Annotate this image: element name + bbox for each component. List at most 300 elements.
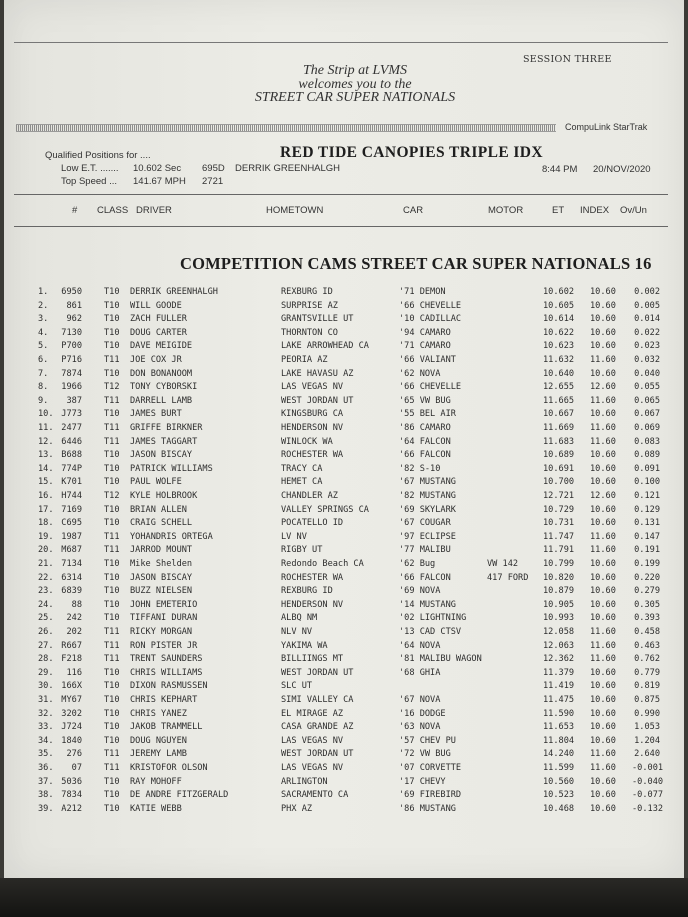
cell-car-number: 962 (66, 314, 82, 325)
cell-index: 10.60 (590, 314, 616, 325)
cell-elapsed-time: 11.683 (543, 436, 575, 447)
cell-over-under: 0.220 (634, 572, 660, 583)
cell-index: 10.60 (590, 518, 616, 529)
cell-index: 10.60 (590, 341, 616, 352)
cell-hometown: GRANTSVILLE UT (281, 314, 354, 325)
cell-class: T11 (104, 423, 120, 433)
cell-index: 10.60 (590, 450, 616, 461)
cell-driver-name: YOHANDRIS ORTEGA (130, 531, 213, 542)
cell-hometown: WEST JORDAN UT (281, 667, 354, 678)
cell-car-model: '17 CHEVY (399, 776, 446, 787)
cell-car-number: 1840 (61, 735, 82, 746)
cell-position: 18. (38, 518, 54, 529)
col-header-num: # (72, 205, 78, 216)
cell-index: 10.60 (590, 409, 616, 420)
col-header-ovun: Ov/Un (620, 205, 647, 216)
cell-index: 10.60 (590, 368, 616, 379)
cell-position: 6. (38, 355, 49, 365)
cell-elapsed-time: 11.653 (543, 722, 575, 733)
cell-driver-name: DERRIK GREENHALGH (130, 287, 218, 297)
cell-over-under: -0.001 (632, 763, 664, 773)
cell-car-number: MY67 (61, 695, 82, 705)
cell-car-model: '62 Bug (399, 559, 436, 569)
cell-over-under: -0.132 (632, 803, 664, 814)
cell-driver-name: RICKY MORGAN (130, 627, 193, 637)
cell-class: T11 (104, 749, 120, 760)
cell-elapsed-time: 10.691 (543, 463, 575, 474)
cell-class: T11 (104, 654, 120, 665)
col-header-hometown: HOMETOWN (266, 205, 324, 216)
cell-index: 10.60 (590, 695, 616, 705)
cell-over-under: 0.002 (634, 287, 660, 297)
cell-driver-name: JASON BISCAY (130, 572, 193, 583)
cell-driver-name: DON BONANOOM (130, 368, 193, 379)
cell-car-number: P700 (61, 341, 82, 352)
cell-car-model: '67 MUSTANG (399, 477, 456, 488)
cell-hometown: REXBURG ID (281, 287, 333, 297)
cell-hometown: ARLINGTON (281, 776, 328, 787)
cell-class: T11 (104, 545, 120, 556)
cell-driver-name: DOUG CARTER (130, 327, 187, 338)
cell-car-model: '86 MUSTANG (399, 803, 456, 814)
cell-elapsed-time: 11.747 (543, 531, 575, 542)
cell-driver-name: CHRIS YANEZ (130, 708, 187, 719)
cell-car-model: '94 CAMARO (399, 327, 451, 338)
cell-car-model: '67 COUGAR (399, 518, 451, 529)
cell-position: 2. (38, 300, 49, 311)
cell-elapsed-time: 10.640 (543, 368, 575, 379)
cell-class: T10 (104, 586, 120, 597)
cell-car-number: K701 (61, 477, 82, 488)
cell-car-number: 7834 (61, 790, 82, 801)
cell-car-model: '97 ECLIPSE (399, 531, 456, 542)
section-title: COMPETITION CAMS STREET CAR SUPER NATIONALS 16 (180, 254, 652, 273)
cell-hometown: WEST JORDAN UT (281, 749, 354, 760)
cell-driver-name: JEREMY LAMB (130, 749, 187, 760)
cell-position: 3. (38, 314, 49, 325)
cell-elapsed-time: 10.468 (543, 803, 575, 814)
cell-car-number: 3202 (61, 708, 82, 719)
cell-car-model: '66 VALIANT (399, 355, 456, 365)
cell-hometown: LAS VEGAS NV (281, 763, 344, 773)
cell-elapsed-time: 10.614 (543, 314, 575, 325)
cell-class: T10 (104, 613, 120, 624)
cell-driver-name: DE ANDRE FITZGERALD (130, 790, 229, 801)
cell-car-number: 2477 (61, 423, 82, 433)
cell-position: 19. (38, 531, 54, 542)
cell-position: 21. (38, 559, 54, 569)
cell-car-number: J724 (61, 722, 82, 733)
cell-elapsed-time: 10.623 (543, 341, 575, 352)
cell-position: 7. (38, 368, 49, 379)
cell-index: 10.60 (590, 681, 616, 692)
cell-driver-name: JASON BISCAY (130, 450, 193, 461)
cell-position: 14. (38, 463, 54, 474)
cell-index: 11.60 (590, 763, 616, 773)
cell-car-number: F218 (61, 654, 82, 665)
cell-position: 34. (38, 735, 54, 746)
cell-index: 11.60 (590, 395, 616, 406)
welcome-line-2: welcomes you to the (298, 76, 412, 92)
cell-over-under: 0.305 (634, 599, 660, 610)
cell-position: 39. (38, 803, 54, 814)
cell-index: 11.60 (590, 423, 616, 433)
cell-driver-name: BUZZ NIELSEN (130, 586, 193, 597)
cell-car-model: '69 NOVA (399, 586, 441, 597)
cell-position: 17. (38, 504, 54, 515)
cell-hometown: THORNTON CO (281, 327, 338, 338)
cell-over-under: 0.055 (634, 382, 660, 393)
cell-elapsed-time: 10.700 (543, 477, 575, 488)
cell-car-number: 88 (71, 599, 82, 610)
cell-index: 11.60 (590, 355, 616, 365)
cell-class: T10 (104, 599, 120, 610)
cell-elapsed-time: 10.622 (543, 327, 575, 338)
cell-car-model: '68 GHIA (399, 667, 441, 678)
cell-over-under: 0.091 (634, 463, 660, 474)
cell-index: 10.60 (590, 572, 616, 583)
cell-over-under: 0.199 (634, 559, 660, 569)
col-header-et: ET (552, 205, 565, 216)
cell-driver-name: KYLE HOLBROOK (130, 491, 198, 501)
cell-hometown: YAKIMA WA (281, 640, 328, 651)
cell-over-under: 0.129 (634, 504, 660, 515)
cell-position: 1. (38, 287, 49, 297)
cell-over-under: 0.065 (634, 395, 660, 406)
cell-elapsed-time: 11.665 (543, 395, 575, 406)
cell-elapsed-time: 10.879 (543, 586, 575, 597)
cell-car-number: 242 (66, 613, 82, 624)
cell-car-number: 7169 (61, 504, 82, 515)
low-et-value: 10.602 Sec (133, 163, 182, 174)
cell-elapsed-time: 10.523 (543, 790, 575, 801)
cell-driver-name: GRIFFE BIRKNER (130, 423, 203, 433)
cell-index: 10.60 (590, 599, 616, 610)
cell-hometown: WINLOCK WA (281, 436, 333, 447)
cell-index: 10.60 (590, 803, 616, 814)
cell-elapsed-time: 11.590 (543, 708, 575, 719)
cell-hometown: LV NV (281, 531, 307, 542)
cell-elapsed-time: 10.689 (543, 450, 575, 461)
cell-driver-name: Mike Shelden (130, 559, 193, 569)
cell-driver-name: DOUG NGUYEN (130, 735, 187, 746)
cell-index: 10.60 (590, 790, 616, 801)
cell-hometown: BILLIINGS MT (281, 654, 344, 665)
cell-car-model: '77 MALIBU (399, 545, 451, 556)
cell-position: 38. (38, 790, 54, 801)
cell-index: 10.60 (590, 463, 616, 474)
cell-car-model: '71 DEMON (399, 287, 446, 297)
cell-car-number: 774P (61, 463, 82, 474)
cell-position: 13. (38, 450, 54, 461)
cell-car-number: 6446 (61, 436, 82, 447)
header-rule-bottom (14, 226, 668, 227)
cell-car-number: H744 (61, 491, 82, 501)
col-header-class: CLASS (97, 205, 129, 216)
cell-class: T10 (104, 681, 120, 692)
cell-class: T10 (104, 667, 120, 678)
cell-car-model: '65 VW BUG (399, 395, 451, 406)
cell-hometown: POCATELLO ID (281, 518, 344, 529)
cell-car-model: '10 CADILLAC (399, 314, 462, 325)
cell-car-number: A212 (61, 803, 82, 814)
cell-car-number: 7134 (61, 559, 82, 569)
cell-elapsed-time: 11.419 (543, 681, 575, 692)
cell-hometown: Redondo Beach CA (281, 559, 364, 569)
cell-driver-name: DARRELL LAMB (130, 395, 193, 406)
cell-class: T10 (104, 477, 120, 488)
cell-index: 10.60 (590, 667, 616, 678)
top-speed-label: Top Speed ... (61, 176, 117, 187)
cell-class: T10 (104, 341, 120, 352)
cell-class: T10 (104, 300, 120, 311)
cell-class: T10 (104, 803, 120, 814)
cell-car-number: 276 (66, 749, 82, 760)
cell-hometown: NLV NV (281, 627, 313, 637)
cell-car-model: '72 VW BUG (399, 749, 451, 760)
header-rule-top (14, 194, 668, 195)
cell-index: 10.60 (590, 613, 616, 624)
cell-driver-name: WILL GOODE (130, 300, 182, 311)
cell-index: 11.60 (590, 640, 616, 651)
top-speed-value: 141.67 MPH (133, 176, 186, 187)
print-date: 20/NOV/2020 (593, 164, 651, 175)
cell-hometown: LAS VEGAS NV (281, 382, 344, 393)
low-et-car: 695D (202, 163, 225, 174)
cell-elapsed-time: 11.669 (543, 423, 575, 433)
cell-car-model: '69 FIREBIRD (399, 790, 462, 801)
cell-driver-name: CHRIS KEPHART (130, 695, 198, 705)
cell-position: 35. (38, 749, 54, 760)
cell-hometown: RIGBY UT (281, 545, 323, 556)
cell-driver-name: BRIAN ALLEN (130, 504, 187, 515)
cell-hometown: TRACY CA (281, 463, 323, 474)
cell-position: 24. (38, 599, 54, 610)
cell-car-model: '07 CORVETTE (399, 763, 462, 773)
cell-position: 20. (38, 545, 54, 556)
qualified-label: Qualified Positions for .... (45, 150, 151, 161)
cell-index: 10.60 (590, 735, 616, 746)
cell-hometown: SLC UT (281, 681, 313, 692)
cell-car-number: 861 (66, 300, 82, 311)
cell-driver-name: JOHN EMETERIO (130, 599, 198, 610)
cell-car-model: '55 BEL AIR (399, 409, 456, 420)
cell-class: T10 (104, 790, 120, 801)
cell-hometown: KINGSBURG CA (281, 409, 344, 420)
cell-car-number: 202 (66, 627, 82, 637)
cell-over-under: 0.023 (634, 341, 660, 352)
cell-index: 11.60 (590, 436, 616, 447)
cell-car-number: R667 (61, 640, 82, 651)
cell-position: 5. (38, 341, 49, 352)
cell-over-under: 0.040 (634, 368, 660, 379)
cell-car-model: '69 SKYLARK (399, 504, 456, 515)
cell-class: T10 (104, 314, 120, 325)
cell-elapsed-time: 10.731 (543, 518, 575, 529)
cell-over-under: 0.279 (634, 586, 660, 597)
cell-hometown: LAKE ARROWHEAD CA (281, 341, 369, 352)
cell-driver-name: DAVE MEIGIDE (130, 341, 193, 352)
cell-driver-name: PAUL WOLFE (130, 477, 182, 488)
cell-elapsed-time: 11.791 (543, 545, 575, 556)
cell-elapsed-time: 12.655 (543, 382, 575, 393)
cell-driver-name: JAMES TAGGART (130, 436, 198, 447)
cell-car-model: '62 NOVA (399, 368, 441, 379)
cell-over-under: 0.147 (634, 531, 660, 542)
col-header-motor: MOTOR (488, 205, 524, 216)
cell-position: 30. (38, 681, 54, 692)
cell-class: T10 (104, 518, 120, 529)
cell-hometown: WEST JORDAN UT (281, 395, 354, 406)
cell-elapsed-time: 10.799 (543, 559, 575, 569)
cell-over-under: 0.393 (634, 613, 660, 624)
cell-hometown: LAS VEGAS NV (281, 735, 344, 746)
cell-car-model: '64 FALCON (399, 436, 451, 447)
cell-car-number: M687 (61, 545, 82, 556)
dotted-divider (16, 124, 556, 132)
cell-car-number: J773 (61, 409, 82, 420)
cell-class: T10 (104, 559, 120, 569)
cell-class: T12 (104, 491, 120, 501)
col-header-driver: DRIVER (136, 205, 172, 216)
col-header-index: INDEX (580, 205, 610, 216)
cell-elapsed-time: 10.667 (543, 409, 575, 420)
cell-over-under: 1.204 (634, 735, 660, 746)
cell-car-model: '71 CAMARO (399, 341, 451, 352)
cell-driver-name: KATIE WEBB (130, 803, 182, 814)
cell-class: T11 (104, 627, 120, 637)
cell-hometown: HENDERSON NV (281, 599, 344, 610)
cell-car-model: '66 FALCON (399, 572, 451, 583)
cell-class: T10 (104, 409, 120, 420)
cell-position: 10. (38, 409, 54, 420)
cell-elapsed-time: 10.602 (543, 287, 575, 297)
cell-position: 26. (38, 627, 54, 637)
cell-hometown: SACRAMENTO CA (281, 790, 349, 801)
cell-driver-name: CHRIS WILLIAMS (130, 667, 203, 678)
cell-position: 8. (38, 382, 49, 393)
cell-elapsed-time: 10.605 (543, 300, 575, 311)
cell-elapsed-time: 11.632 (543, 355, 575, 365)
cell-car-model: '81 MALIBU WAGON (399, 654, 482, 665)
welcome-text (0, 64, 688, 105)
cell-car-model: '66 CHEVELLE (399, 382, 462, 393)
cell-hometown: HENDERSON NV (281, 423, 344, 433)
cell-class: T11 (104, 395, 120, 406)
low-et-driver: DERRIK GREENHALGH (235, 163, 341, 174)
cell-elapsed-time: 11.599 (543, 763, 575, 773)
cell-hometown: LAKE HAVASU AZ (281, 368, 354, 379)
cell-car-number: P716 (61, 355, 82, 365)
cell-car-model: '82 MUSTANG (399, 491, 456, 501)
cell-hometown: ROCHESTER WA (281, 450, 344, 461)
cell-over-under: 0.121 (634, 491, 660, 501)
cell-over-under: -0.077 (632, 790, 664, 801)
cell-car-model: '14 MUSTANG (399, 599, 456, 610)
cell-hometown: REXBURG ID (281, 586, 333, 597)
table-surface (0, 878, 688, 917)
cell-elapsed-time: 11.379 (543, 667, 575, 678)
cell-hometown: PHX AZ (281, 803, 313, 814)
col-header-car: CAR (403, 205, 424, 216)
cell-position: 11. (38, 423, 54, 433)
cell-index: 10.60 (590, 477, 616, 488)
cell-index: 12.60 (590, 491, 616, 501)
cell-index: 10.60 (590, 722, 616, 733)
cell-class: T10 (104, 287, 120, 297)
cell-index: 10.60 (590, 586, 616, 597)
cell-index: 10.60 (590, 504, 616, 515)
cell-driver-name: JOE COX JR (130, 355, 182, 365)
cell-elapsed-time: 14.240 (543, 749, 575, 760)
cell-over-under: 0.014 (634, 314, 660, 325)
cell-driver-name: PATRICK WILLIAMS (130, 463, 213, 474)
cell-class: T10 (104, 722, 120, 733)
cell-hometown: SURPRISE AZ (281, 300, 338, 311)
cell-position: 37. (38, 776, 54, 787)
cell-car-number: 07 (71, 763, 82, 773)
cell-position: 28. (38, 654, 54, 665)
cell-class: T10 (104, 695, 120, 705)
cell-position: 31. (38, 695, 54, 705)
cell-car-model: '13 CAD CTSV (399, 627, 462, 637)
cell-position: 16. (38, 491, 54, 501)
cell-class: T10 (104, 735, 120, 746)
cell-elapsed-time: 10.905 (543, 599, 575, 610)
cell-car-number: 6314 (61, 572, 82, 583)
cell-car-model: '66 FALCON (399, 450, 451, 461)
top-speed-car: 2721 (202, 176, 224, 187)
welcome-line-3: STREET CAR SUPER NATIONALS (254, 90, 456, 105)
cell-car-number: 1966 (61, 382, 82, 393)
cell-index: 11.60 (590, 531, 616, 542)
cell-index: 10.60 (590, 287, 616, 297)
cell-position: 12. (38, 436, 54, 447)
cell-elapsed-time: 12.058 (543, 627, 575, 637)
cell-over-under: 0.990 (634, 708, 660, 719)
cell-index: 10.60 (590, 776, 616, 787)
cell-hometown: CASA GRANDE AZ (281, 722, 354, 733)
cell-car-model: '82 S-10 (399, 463, 441, 474)
cell-index: 11.60 (590, 654, 616, 665)
cell-position: 9. (38, 395, 49, 406)
cell-over-under: 0.131 (634, 518, 660, 529)
cell-hometown: ROCHESTER WA (281, 572, 344, 583)
cell-car-number: 166X (61, 681, 82, 692)
cell-car-number: 116 (66, 667, 82, 678)
timing-system-label: CompuLink StarTrak (565, 122, 648, 132)
cell-class: T11 (104, 640, 120, 651)
cell-position: 4. (38, 327, 49, 338)
cell-car-number: B688 (61, 450, 82, 461)
cell-driver-name: JAMES BURT (130, 409, 182, 420)
cell-position: 32. (38, 708, 54, 719)
cell-class: T11 (104, 436, 120, 447)
cell-class: T10 (104, 327, 120, 338)
low-et-label: Low E.T. ....... (61, 163, 119, 174)
cell-car-number: 1987 (61, 531, 82, 542)
cell-class: T10 (104, 572, 120, 583)
cell-driver-name: ZACH FULLER (130, 314, 187, 325)
cell-driver-name: RAY MOHOFF (130, 776, 182, 787)
cell-position: 33. (38, 722, 54, 733)
cell-car-number: C695 (61, 518, 82, 529)
cell-hometown: EL MIRAGE AZ (281, 708, 344, 719)
cell-class: T10 (104, 504, 120, 515)
cell-over-under: 0.819 (634, 681, 660, 692)
cell-car-model: '16 DODGE (399, 708, 446, 719)
top-rule (14, 42, 668, 43)
